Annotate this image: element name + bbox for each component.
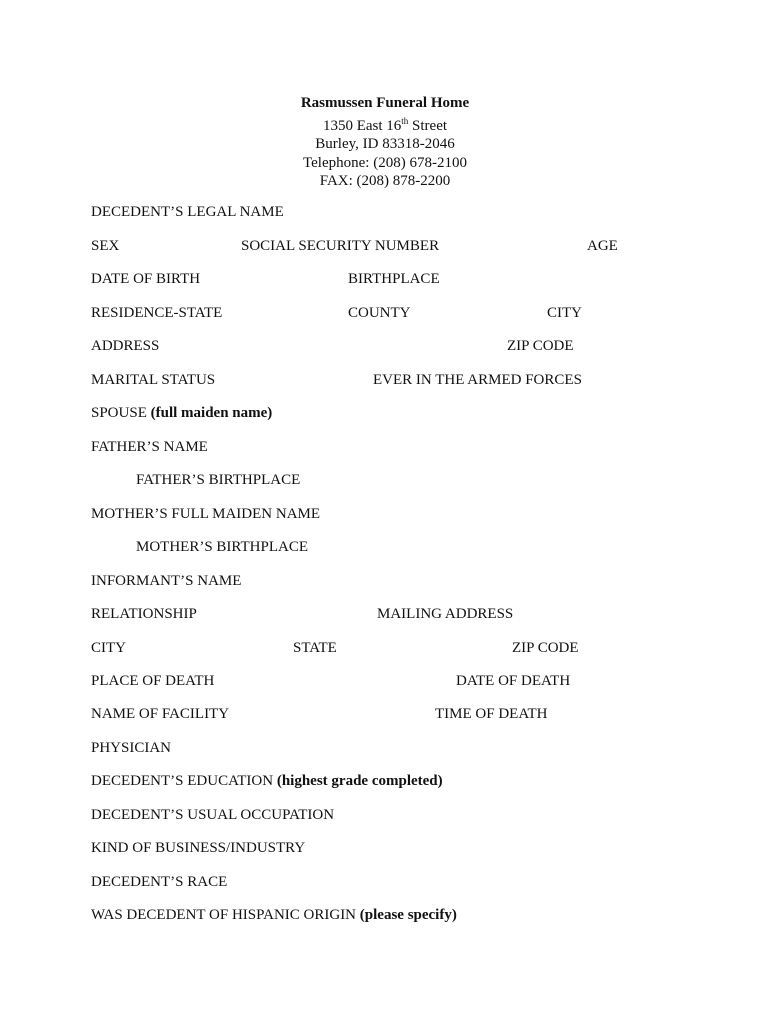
decedent-legal-name-label: DECEDENT’S LEGAL NAME	[91, 204, 284, 220]
informant-state-label: STATE	[293, 640, 337, 656]
informant-city-label: CITY	[91, 640, 126, 656]
father-birthplace-label: FATHER’S BIRTHPLACE	[136, 472, 301, 488]
mailing-address-label: MAILING ADDRESS	[377, 606, 514, 622]
city-state-zip: Burley, ID 83318-2046	[315, 136, 455, 153]
fax: FAX: (208) 878-2200	[319, 172, 451, 189]
street-address	[0, 112, 770, 135]
street-address-ordinal: th	[401, 116, 409, 127]
mother-name-label: MOTHER’S FULL MAIDEN NAME	[91, 506, 321, 522]
business-label: KIND OF BUSINESS/INDUSTRY	[91, 840, 306, 856]
relationship-label: RELATIONSHIP	[91, 606, 197, 622]
funeral-home-name: Rasmussen Funeral Home	[300, 95, 470, 111]
facility-name-label: NAME OF FACILITY	[91, 706, 230, 722]
spouse-note: (full maiden name)	[150, 405, 273, 421]
marital-status-label: MARITAL STATUS	[91, 372, 216, 388]
spouse-label-text: SPOUSE	[91, 405, 151, 421]
education-label-text: DECEDENT’S EDUCATION	[91, 773, 277, 789]
education-note: (highest grade completed)	[276, 773, 443, 789]
mother-birthplace-label: MOTHER’S BIRTHPLACE	[136, 539, 309, 555]
residence-state-label: RESIDENCE-STATE	[91, 305, 223, 321]
date-of-death-label: DATE OF DEATH	[456, 673, 571, 689]
education-label	[91, 773, 443, 790]
hispanic-origin-label	[91, 907, 457, 924]
hispanic-origin-note: (please specify)	[359, 907, 457, 923]
informant-zip-label: ZIP CODE	[512, 640, 579, 656]
date-of-birth-label: DATE OF BIRTH	[91, 271, 201, 287]
armed-forces-label: EVER IN THE ARMED FORCES	[373, 372, 582, 388]
county-label: COUNTY	[348, 305, 411, 321]
birthplace-label: BIRTHPLACE	[348, 271, 440, 287]
letterhead	[0, 94, 770, 190]
telephone: Telephone: (208) 678-2100	[303, 154, 467, 171]
time-of-death-label: TIME OF DEATH	[435, 706, 548, 722]
street-address-suffix: Street	[408, 118, 448, 135]
place-of-death-label: PLACE OF DEATH	[91, 673, 215, 689]
occupation-label: DECEDENT’S USUAL OCCUPATION	[91, 807, 335, 823]
address-label: ADDRESS	[91, 338, 160, 354]
sex-label: SEX	[91, 238, 120, 254]
age-label: AGE	[587, 238, 618, 254]
hispanic-origin-label-text: WAS DECEDENT OF HISPANIC ORIGIN	[91, 907, 360, 923]
spouse-label	[91, 405, 272, 422]
zip-code-label: ZIP CODE	[507, 338, 574, 354]
informant-name-label: INFORMANT’S NAME	[91, 573, 242, 589]
father-name-label: FATHER’S NAME	[91, 439, 208, 455]
physician-label: PHYSICIAN	[91, 740, 172, 756]
race-label: DECEDENT’S RACE	[91, 874, 228, 890]
ssn-label: SOCIAL SECURITY NUMBER	[241, 238, 440, 254]
city-label: CITY	[547, 305, 582, 321]
street-address-number: 1350 East 16	[322, 118, 402, 135]
